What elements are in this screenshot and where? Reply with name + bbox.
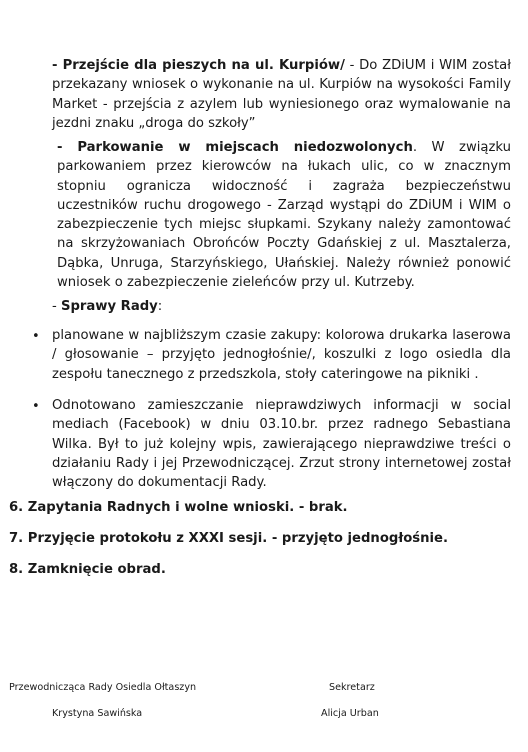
- council-matters-suffix: :: [157, 299, 163, 314]
- bullet-item-purchases: planowane w najbliższym czasie zakupy: kolorowa drukarka laserowa / głosowanie – przyjęto jednogłośnie/, koszulki z logo osiedla dla zespołu tanecznego z przedszkola, stoły cateringowe na pikniki .: [52, 328, 511, 382]
- item-pedestrian-crossing: [52, 56, 511, 133]
- council-matters-heading: [52, 297, 162, 316]
- section-8-closing: 8. Zamknięcie obrad.: [9, 562, 166, 577]
- item-illegal-parking-title: - Parkowanie w miejscach niedozwolonych: [57, 140, 413, 155]
- item-pedestrian-crossing-title: - Przejście dla pieszych na ul. Kurpiów/: [52, 58, 345, 73]
- signature-right-name: Alicja Urban: [321, 708, 379, 719]
- item-illegal-parking: [57, 138, 511, 292]
- bullet-dot-2: •: [32, 399, 40, 414]
- council-matters-prefix: -: [52, 299, 61, 314]
- item-pedestrian-crossing-body: - Do ZDiUM i WIM został przekazany wniosek o wykonanie na ul. Kurpiów na wysokości Family Market - przejścia z azylem lub wyniesionego oraz wymalowanie na jezdni znaku „droga do szkoły”: [52, 58, 511, 131]
- bullet-dot-1: •: [32, 329, 40, 344]
- section-6-questions: 6. Zapytania Radnych i wolne wnioski. - brak.: [9, 500, 348, 515]
- item-illegal-parking-body: . W związku parkowaniem przez kierowców na łukach ulic, co w znacznym stopniu ogranicza widoczność i zagraża bezpieczeństwu uczestników ruchu drogowego - Zarząd wystąpi do ZDiUM i WIM o zabezpieczenie tych miejsc słupkami. Szykany należy zamontować na skrzyżowaniach Obrońców Poczty Gdańskiej z ul. Masztalerza, Dąbka, Unruga, Starzyńskiego, Ułańskiej. Należy również ponowić wniosek o zabezpieczenie zieleńców przy ul. Kutrzeby.: [57, 140, 511, 291]
- section-7-protocol: 7. Przyjęcie protokołu z XXXI sesji. - przyjęto jednogłośnie.: [9, 531, 448, 546]
- signature-left-name: Krystyna Sawińska: [52, 708, 143, 719]
- council-matters-title: Sprawy Rady: [60, 299, 158, 314]
- bullet-item-social-media: Odnotowano zamieszczanie nieprawdziwych informacji w social mediach (Facebook) w dniu 03.10.br. przez radnego Sebastiana Wilka. Był to już kolejny wpis, zawierającego nieprawdziwe treści o działaniu Rady i jej Przewodniczącej. Zrzut strony internetowej został włączony do dokumentacji Rady.: [52, 398, 511, 491]
- signature-right-role: Sekretarz: [329, 682, 375, 693]
- signature-left-role: Przewodnicząca Rady Osiedla Ołtaszyn: [9, 682, 197, 693]
